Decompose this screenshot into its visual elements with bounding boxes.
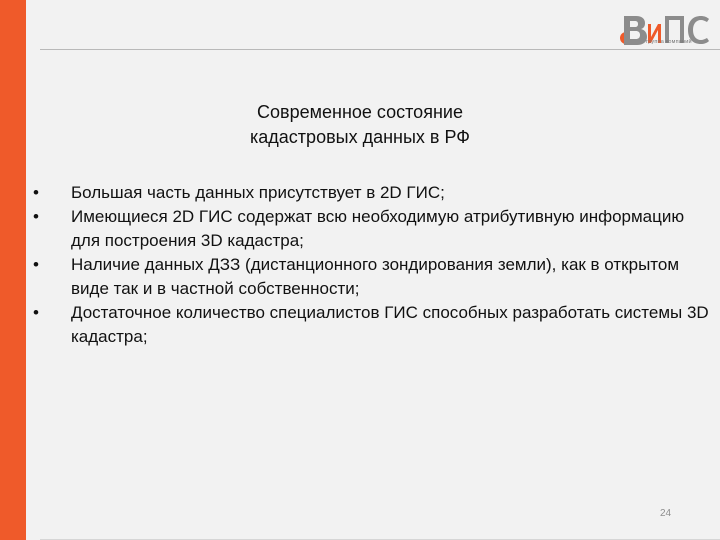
bullet-item-4 [26,301,712,349]
bullet-marker-icon: • [33,207,39,226]
bullet-marker-icon: • [33,303,39,322]
bullet-text-2: Имеющиеся 2D ГИС содержат всю необходимую атрибутивную информацию для построения 3D кадастра; [71,207,685,250]
bullet-text-4: Достаточное количество специалистов ГИС способных разработать системы 3D кадастра; [71,303,709,346]
slide-title [170,100,550,150]
logo-subtitle: группа компаний [646,39,692,45]
bullet-item-3 [26,253,712,301]
company-logo [618,10,710,46]
bullet-marker-icon: • [33,183,39,202]
bullet-text-3: Наличие данных ДЗЗ (дистанционного зондирования земли), как в открытом виде так и в частной собственности; [71,255,680,298]
header-divider [40,49,720,50]
bullet-text-1: Большая часть данных присутствует в 2D ГИС; [71,183,445,202]
bullet-list [26,181,712,349]
bullet-item-2 [26,205,712,253]
bullet-item-1 [26,181,712,205]
title-line-1: Современное состояние [257,102,463,122]
bullet-marker-icon: • [33,255,39,274]
title-line-2: кадастровых данных в РФ [250,127,470,147]
page-number: 24 [660,508,672,519]
accent-sidebar [0,0,26,540]
